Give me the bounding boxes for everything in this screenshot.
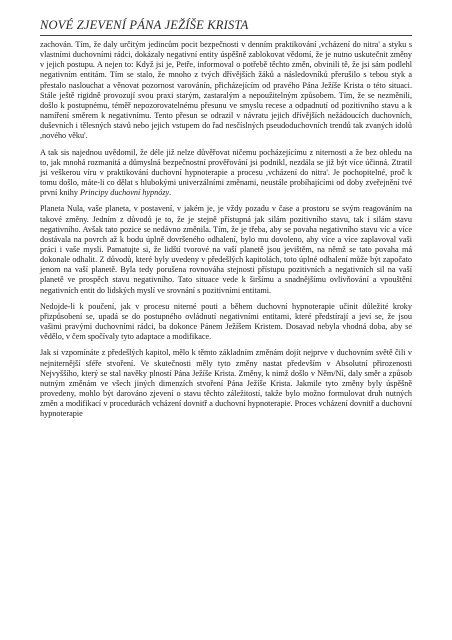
paragraph-4	[40, 302, 412, 343]
paragraph-2-tail: .	[169, 188, 172, 198]
paragraph-2-text: A tak sis najednou uvědomil, že déle již nelze důvěřovat ničemu pocházejícímu z niternosti a že bez ohledu na to, jak mnohá rozmanitá a důmyslná bezpečnostní prověřování jsi podnikl, nezdála se již být více účinná. Ztratil jsi veškerou víru v praktikování duchovní hypnoterapie a procesu ,vcházení do nitra'. Je pochopitelné, proč k tomu došlo, máte-li co dělat s hlubokými univerzálními změnami, neustále probíhajícími od doby zveřejnění tvé první knihy	[40, 147, 412, 198]
paragraph-4-text: Nedojde-li k poučení, jak v procesu niterné pouti a během duchovní hypnoterapie učinit důležité kroky přizpůsobení se, upadá se do postupného ovládnutí negativními entitami, které předstírají a jeví se, že jsou vašimi pravými duchovními rádci, ba dokonce Pánem Ježíšem Kristem. Dosavad nebyla vhodná doba, aby se vědělo, v čem spočívaly tyto adaptace a modifikace.	[40, 301, 412, 342]
book-title-emphasis: Principy duchovní hypnózy	[80, 188, 170, 198]
body-text	[40, 40, 412, 419]
paragraph-5-text: Jak si vzpomínáte z předešlých kapitol, mělo k těmto základním změnám dojít nejprve v duchovním světě čili v nejniternější sféře stvoření. Ve skutečnosti měly tyto změny nastat především v Absolutní přirozenosti Nejvyššího, který se stal navěky plností Pána Ježíše Krista. Změny, k nimž došlo v Něm/Ní, daly směr a způsob nutným změnám ve všech jiných dimenzích stvoření Pána Ježíše Krista. Jakmile tyto změny byly úspěšně provedeny, mohlo být darováno zjevení o stavu těchto záležitostí, takže bylo možno formulovat druh nutných změn a modifikací v procedurách vcházení dovnitř a duchovní hypnoterapie. Proces vcházení dovnitř a duchovní hypnoterapie	[40, 348, 412, 419]
paragraph-1-text: zachován. Tím, že daly určitým jedincům pocit bezpečnosti v denním praktikování ,vcházení do nitra' a styku s vlastními duchovními rádci, dokázaly negativní entity úspěšně zablokovat vědomí, že je nutno uskutečnit změny v jejich postupu. A nejen to: Když jsi je, Petře, informoval o potřebě těchto změn, obvinili tě, že jsi sám podlehl negativním entitám. Tím se stalo, že mnoho z tvých dřívějších žáků a následovníků přerušilo s tebou styk a přestalo naslouchat a věnovat pozornost varovánín, přicházejícím od pravého Pána Ježíše Krista o této situaci. Stále ještě rigidně provozují svou praxi starým, zastaralým a nepoužitelným způsobem. Tím, že se nezměnili, došlo k postupnému, téměř nepozorovatelnému přesunu ve smyslu recese a odpadnutí od pozitivního stavu a k namíření směrem k negativnímu. Tento přesun se odrazil v návratu jejich dřívějších nežádoucích duchovních, duševních i tělesných stavů nebo jejich vstupem do řad nesčíslných pseudoduchovních trendů tak zvaných idolů ,nového věku'.	[40, 40, 412, 141]
paragraph-1	[40, 40, 412, 142]
running-header: NOVÉ ZJEVENÍ PÁNA JEŽÍŠE KRISTA	[40, 18, 412, 36]
paragraph-5	[40, 348, 412, 419]
paragraph-3	[40, 204, 412, 295]
paragraph-2	[40, 148, 412, 199]
paragraph-3-text: Planeta Nula, vaše planeta, v postavení, v jakém je, je vždy pozadu v čase a prostoru se svým reagováním na takové změny. Jedním z důvodů je to, že je stejně přístupná jak silám pozitivního stavu, tak i silám stavu negativního. Avšak tato pozice se nedávno změnila. Tím, že je třeba, aby se povaha negativního stavu víc a více dostávala na povrch až k bodu úplně dovršeného odhalení, bylo mu dovoleno, aby více a více zaplavoval vaši práci i vaše mysli. Pamatujte si, že lidští tvorové na vaší planetě jsou jevištěm, na němž se tato povaha má dokonale odhalit. Z důvodů, které byly uvedeny v předešlých kapitolách, toto úplné odhalení může být započato jenom na vaší planetě. Byla tedy porušena rovnováha stejnosti přístupu pozitivních a negativních sil na vaší planetě ve prospěch stavu negativního. Tato situace vede k širšímu a snadnějšímu ovlivňování a vpouštění negativních entit do lidských myslí ve srovnání s pozitivními entitami.	[40, 204, 412, 295]
